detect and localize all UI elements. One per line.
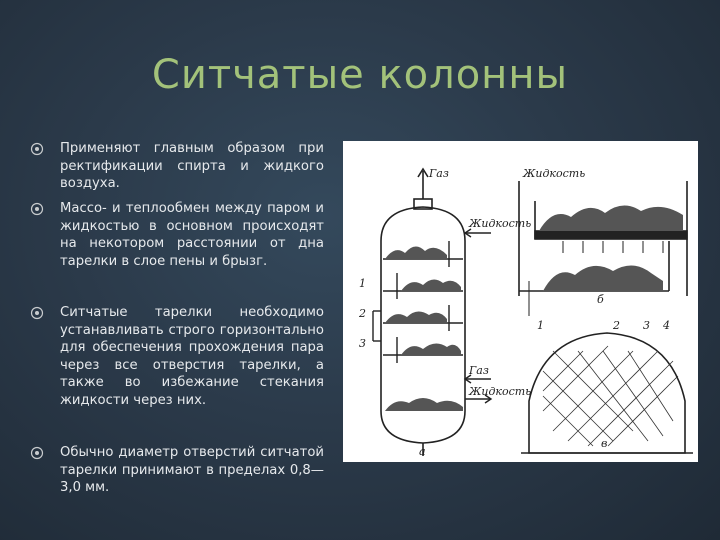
label-liquid-in: Жидкость bbox=[469, 217, 532, 230]
sieve-column-figure bbox=[343, 141, 698, 462]
tray-plan-grid bbox=[543, 346, 678, 446]
column-a-foam bbox=[385, 246, 463, 411]
bullet-item bbox=[24, 140, 324, 200]
bullet-text: Обычно диаметр отверстий ситчатой тарелки принимают в пределах 0,8—3,0 мм. bbox=[60, 445, 324, 496]
bullet-item bbox=[24, 200, 324, 304]
label-num-2: 2 bbox=[359, 307, 366, 320]
label-r3: 3 bbox=[643, 319, 650, 332]
target-bullet-icon bbox=[30, 446, 44, 460]
label-r4: 4 bbox=[663, 319, 670, 332]
caption-b: б bbox=[597, 293, 604, 306]
page-title: Ситчатые колонны bbox=[151, 52, 569, 98]
bullet-list bbox=[24, 140, 324, 497]
target-bullet-icon bbox=[30, 202, 44, 216]
tray-detail-labels bbox=[522, 167, 670, 332]
bullet-text: Применяют главным образом при ректификации спирта и жидкого воздуха. bbox=[60, 141, 324, 192]
bullet-item bbox=[24, 304, 324, 444]
column-a-trays bbox=[383, 241, 463, 363]
label-gas-in: Газ bbox=[469, 364, 489, 377]
label-liquid-right: Жидкость bbox=[523, 167, 586, 180]
bullet-item bbox=[24, 444, 324, 497]
label-liquid-out: Жидкость bbox=[469, 385, 532, 398]
label-num-3: 3 bbox=[359, 337, 366, 350]
target-bullet-icon bbox=[30, 306, 44, 320]
label-gas-top: Газ bbox=[429, 167, 449, 180]
label-r2: 2 bbox=[613, 319, 620, 332]
label-r1: 1 bbox=[537, 319, 544, 332]
tray-detail-foam bbox=[539, 205, 683, 291]
bullet-text: Ситчатые тарелки необходимо устанавливать строго горизонтально для обеспечения прохождения пара через все отверстия тарелки, а также во избежание стекания жидкости через них. bbox=[60, 305, 324, 408]
tray-plan-labels bbox=[601, 437, 607, 450]
bullet-text: Массо- и теплообмен между паром и жидкостью в основном происходят на некотором расстоянии от дна тарелки в слое пены и брызг. bbox=[60, 201, 324, 269]
caption-a: а bbox=[419, 445, 426, 458]
target-bullet-icon bbox=[30, 142, 44, 156]
caption-v: в bbox=[601, 437, 608, 450]
label-num-1: 1 bbox=[359, 277, 366, 290]
column-diagram bbox=[343, 141, 698, 462]
